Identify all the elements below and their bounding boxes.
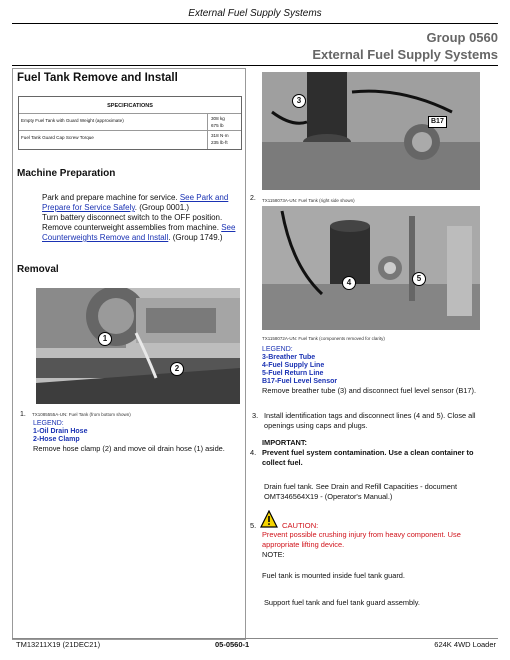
legend-item: B17-Fuel Level Sensor: [262, 378, 338, 385]
legend-item: 4-Fuel Supply Line: [262, 362, 325, 369]
note-text: Fuel tank is mounted inside fuel tank guard.: [262, 571, 405, 580]
warning-triangle-icon: [260, 510, 278, 528]
legend-item: 1-Oil Drain Hose: [33, 428, 88, 435]
spec-value: 675 lb: [211, 123, 224, 128]
note-label: NOTE:: [262, 550, 285, 559]
fuel-tank-components-photo: [262, 206, 480, 330]
legend-title: LEGEND:: [262, 346, 293, 353]
spec-value: 308 kg: [211, 116, 225, 121]
step-number: 5.: [250, 521, 257, 530]
callout-b17: B17: [428, 116, 447, 128]
step-number: 4.: [250, 448, 257, 457]
caution-label: CAUTION:: [282, 521, 319, 530]
removal-title: Removal: [17, 264, 59, 275]
footer-model: 624K 4WD Loader: [434, 640, 496, 649]
prep-step-3: Remove counterweight assemblies from machine.: [42, 223, 219, 232]
spec-value: 318 N·m: [211, 133, 229, 138]
spec-label: Empty Fuel Tank with Guard Weight (approximate): [21, 118, 124, 123]
specifications-table: [18, 96, 242, 150]
fuel-tank-right-illustration: [262, 72, 480, 190]
callout-4: 4: [342, 276, 356, 290]
support-text: Support fuel tank and fuel tank guard assembly.: [264, 598, 420, 607]
park-prepare-link[interactable]: See Park and Prepare for Service Safely: [42, 193, 229, 212]
prep-step-2: Turn battery disconnect switch to the OFF position.: [42, 213, 223, 222]
header-rule: [12, 23, 498, 24]
prep-step-3-tail: . (Group 1749.): [168, 233, 223, 242]
machine-prep-text: [42, 193, 240, 243]
fuel-tank-components-illustration: [262, 206, 480, 330]
spec-label: Fuel Tank Guard Cap Screw Torque: [21, 135, 94, 140]
prep-step-1: Park and prepare machine for service.: [42, 193, 180, 202]
step-2-text: Remove breather tube (3) and disconnect fuel level sensor (B17).: [262, 386, 477, 395]
important-text: Prevent fuel system contamination. Use a clean container to collect fuel.: [262, 448, 474, 467]
fuel-tank-bottom-illustration: [36, 288, 240, 404]
drain-text: Drain fuel tank. See Drain and Refill Capacities - document OMT346564X19 - (Operator's Manual.): [264, 482, 458, 501]
step-number: 2.: [250, 195, 256, 202]
legend-title: LEGEND:: [33, 420, 64, 427]
legend-item: 3-Breather Tube: [262, 354, 316, 361]
fuel-tank-right-side-photo: [262, 72, 480, 190]
figure-caption: TX1158072A-UN: Fuel Tank (components removed for clarity): [262, 336, 385, 341]
step-number: 1.: [20, 411, 26, 418]
legend-item: 2-Hose Clamp: [33, 436, 80, 443]
group-title: External Fuel Supply Systems: [312, 47, 498, 62]
main-title: Fuel Tank Remove and Install: [17, 72, 178, 84]
step-1-text: Remove hose clamp (2) and move oil drain hose (1) aside.: [33, 444, 225, 453]
caution-text: Prevent possible crushing injury from heavy component. Use appropriate lifting device.: [262, 530, 461, 549]
callout-5: 5: [412, 272, 426, 286]
group-number: Group 0560: [426, 30, 498, 45]
footer-page-number: 05-0560-1: [215, 640, 250, 649]
callout-3: 3: [292, 94, 306, 108]
group-rule: [12, 65, 498, 66]
machine-prep-title: Machine Preparation: [17, 168, 116, 179]
figure-caption: TX1085555A-UN: Fuel Tank (from bottom shown): [32, 412, 131, 417]
fuel-tank-bottom-photo: [36, 288, 240, 404]
spec-value: 235 lb·ft: [211, 140, 228, 145]
counterweights-link[interactable]: See Counterweights Remove and Install: [42, 223, 236, 242]
important-label: IMPORTANT:: [262, 438, 308, 447]
figure-caption: TX1158073A-UN: Fuel Tank (right side shown): [262, 198, 355, 203]
footer-rule: [12, 638, 498, 639]
callout-2: 2: [170, 362, 184, 376]
legend-item: 5-Fuel Return Line: [262, 370, 324, 377]
prep-step-1-tail: . (Group 0001.): [134, 203, 190, 212]
running-title: External Fuel Supply Systems: [188, 8, 322, 19]
specifications-heading: SPECIFICATIONS: [107, 103, 153, 109]
step-number: 3.: [252, 411, 259, 420]
table-divider: [207, 113, 208, 149]
callout-1: 1: [98, 332, 112, 346]
step-3-text: Install identification tags and disconnect lines (4 and 5). Close all openings using caps and plugs.: [264, 411, 476, 430]
footer-doc-id: TM13211X19 (21DEC21): [16, 640, 101, 649]
